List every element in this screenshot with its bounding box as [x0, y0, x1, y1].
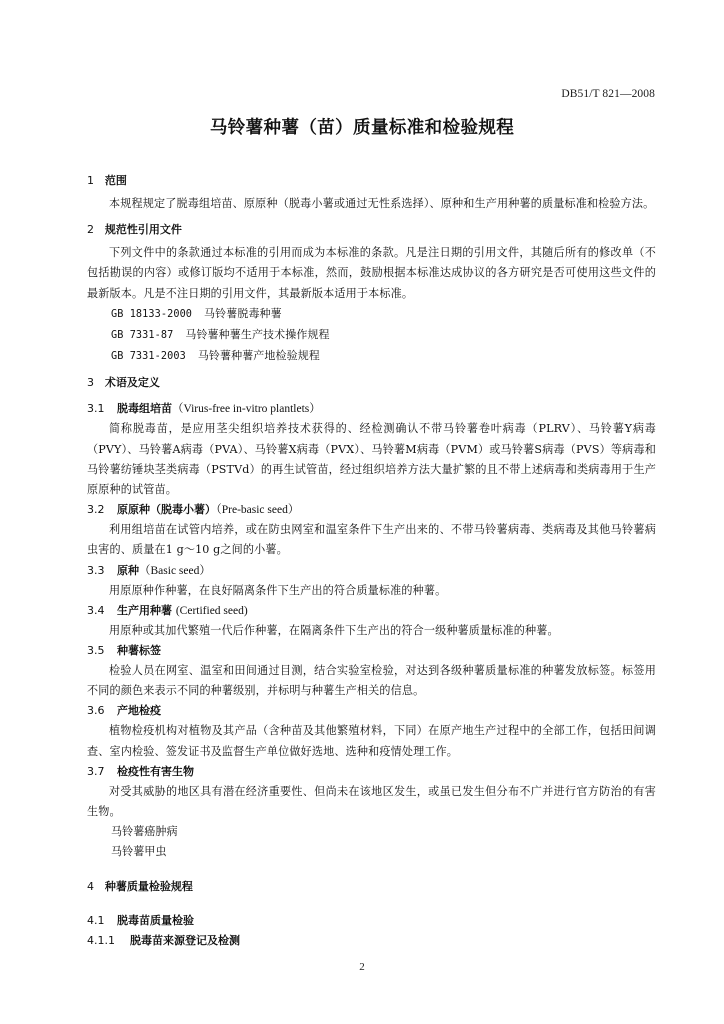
- term-definition: 简称脱毒苗，是应用茎尖组织培养技术获得的、经检测确认不带马铃薯卷叶病毒（PLRV）、马铃薯Y病毒（PVY）、马铃薯A病毒（PVA）、马铃薯X病毒（PVX）、马铃薯M病毒（PVM）或马铃薯S病毒（PVS）等病毒和马铃薯纺锤块茎类病毒（PSTVd）的再生试管苗，经过组织培养方法大量扩繁的且不带上述病毒和类病毒用于生产原原种的试管苗。: [87, 422, 656, 497]
- subsection-title: 脱毒苗来源登记及检测: [130, 933, 240, 947]
- reference-item: [87, 346, 656, 367]
- section-title: 种薯质量检验规程: [104, 879, 193, 893]
- section-number: 3: [87, 376, 94, 390]
- section-heading-2: [87, 220, 656, 240]
- subsection-title: 脱毒苗质量检验: [117, 913, 194, 927]
- term-heading-3-3: [87, 561, 656, 581]
- term-heading-3-7: [87, 762, 656, 782]
- term-english: （Virus-free in-vitro plantlets）: [172, 403, 321, 416]
- term-name: 原原种（脱毒小薯）: [117, 503, 216, 517]
- term-definition: 利用组培苗在试管内培养，或在防虫网室和温室条件下生产出来的、不带马铃薯病毒、类病毒及其他马铃薯病虫害的、质量在1 g～10 g之间的小薯。: [87, 523, 656, 557]
- reference-code: GB 18133-2000: [111, 308, 193, 320]
- term-english: （Basic seed）: [139, 564, 211, 577]
- term-heading-3-5: [87, 641, 656, 661]
- section-heading-3: [87, 373, 656, 393]
- term-number: 3.4: [87, 603, 105, 617]
- section-heading-1: [87, 171, 656, 191]
- reference-item: [87, 304, 656, 325]
- section-title: 术语及定义: [104, 376, 160, 390]
- section-title: 范围: [104, 174, 127, 187]
- document-title: 马铃薯种薯（苗）质量标准和检验规程: [209, 118, 515, 138]
- subsection-number: 4.1.1: [87, 933, 115, 947]
- term-name: 脱毒组培苗: [117, 402, 172, 416]
- term-heading-3-2: [87, 500, 656, 520]
- reference-item: [87, 325, 656, 346]
- term-number: 3.7: [87, 764, 105, 778]
- section-number: 1: [87, 174, 94, 187]
- term-definition: 用原种或其加代繁殖一代后作种薯，在隔离条件下生产出的符合一级种薯质量标准的种薯。: [109, 623, 559, 637]
- term-heading-3-1: [87, 399, 656, 419]
- term-number: 3.3: [87, 563, 105, 577]
- term-definition: 用原原种作种薯，在良好隔离条件下生产出的符合质量标准的种薯。: [109, 583, 447, 597]
- term-number: 3.6: [87, 704, 105, 718]
- term-number: 3.5: [87, 644, 105, 658]
- term-name: 检疫性有害生物: [117, 764, 194, 778]
- reference-title: 马铃薯种薯产地检验规程: [197, 349, 320, 363]
- term-definition: 检验人员在网室、温室和田间通过目测，结合实验室检验，对达到各级种薯质量标准的种薯发放标签。标签用不同的颜色来表示不同的种薯级别，并标明与种薯生产相关的信息。: [87, 664, 656, 698]
- subsection-number: 4.1: [87, 913, 105, 927]
- section-number: 4: [87, 879, 94, 893]
- term-name: 种薯标签: [117, 644, 161, 658]
- header-divider: [87, 105, 655, 106]
- term-definition: 对受其威胁的地区具有潜在经济重要性、但尚未在该地区发生，或虽已发生但分布不广并进行官方防治的有害生物。: [87, 784, 656, 819]
- reference-title: 马铃薯种薯生产技术操作规程: [185, 328, 330, 342]
- term-number: 3.2: [87, 503, 105, 517]
- list-item: 马铃薯癌肿病: [111, 825, 178, 839]
- document-body: [87, 171, 656, 951]
- standard-code: DB51/T 821—2008: [561, 88, 655, 100]
- term-heading-3-4: [87, 601, 656, 621]
- term-english: （Pre-basic seed）: [216, 504, 300, 517]
- term-number: 3.1: [87, 402, 105, 416]
- subsection-heading-4-1: [87, 911, 656, 931]
- section-number: 2: [87, 223, 94, 237]
- term-name: 生产用种薯: [117, 603, 172, 617]
- reference-code: GB 7331-2003: [111, 351, 186, 363]
- list-item: 马铃薯甲虫: [111, 845, 167, 859]
- term-definition: 植物检疫机构对植物及其产品（含种苗及其他繁殖材料，下同）在原产地生产过程中的全部工作，包括田间调查、室内检验、签发证书及监督生产单位做好选地、选种和疫情处理工作。: [87, 724, 656, 758]
- section-title: 规范性引用文件: [104, 223, 182, 237]
- term-english: (Certified seed): [175, 604, 248, 617]
- references-paragraph: 下列文件中的条款通过本标准的引用而成为本标准的条款。凡是注日期的引用文件，其随后所有的修改单（不包括勘误的内容）或修订版均不适用于本标准，然而，鼓励根据本标准达成协议的各方研究是否可使用这些文件的最新版本。凡是不注日期的引用文件，其最新版本适用于本标准。: [87, 246, 656, 300]
- scope-paragraph: 本规程规定了脱毒组培苗、原原种（脱毒小薯或通过无性系选择）、原种和生产用种薯的质量标准和检验方法。: [109, 197, 655, 210]
- term-name: 原种: [117, 563, 139, 577]
- reference-code: GB 7331-87: [111, 330, 174, 342]
- subsection-heading-4-1-1: [87, 931, 656, 951]
- section-heading-4: [87, 877, 656, 897]
- term-heading-3-6: [87, 701, 656, 721]
- page-number: 2: [359, 961, 365, 973]
- reference-title: 马铃薯脱毒种薯: [204, 306, 282, 320]
- term-name: 产地检疫: [117, 704, 161, 718]
